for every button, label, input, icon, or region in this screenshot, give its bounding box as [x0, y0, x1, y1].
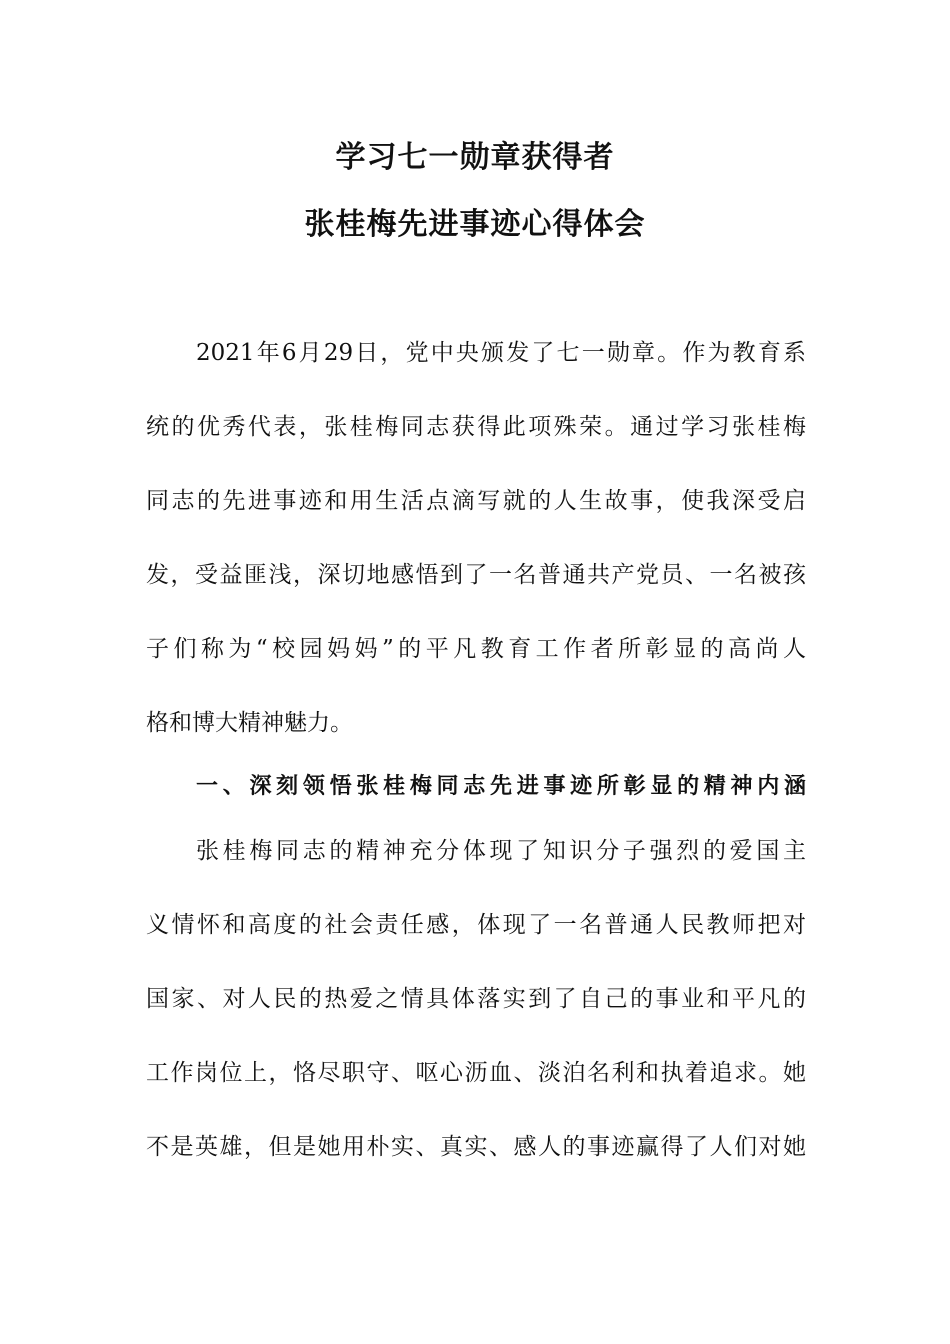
section-1-heading: 一、深刻领悟张桂梅同志先进事迹所彰显的精神内涵: [196, 774, 806, 799]
paragraph-2-line-4: 工作岗位上，恪尽职守、呕心沥血、淡泊名利和执着追求。她: [146, 1060, 806, 1086]
paragraph-2-line-2: 义情怀和高度的社会责任感，体现了一名普通人民教师把对: [146, 912, 806, 938]
document-title-line-2: 张桂梅先进事迹心得体会: [304, 207, 646, 242]
paragraph-1-line-5: 子们称为“校园妈妈”的平凡教育工作者所彰显的高尚人: [146, 636, 806, 662]
paragraph-2-line-3: 国家、对人民的热爱之情具体落实到了自己的事业和平凡的: [146, 986, 806, 1012]
paragraph-2-line-1: 张桂梅同志的精神充分体现了知识分子强烈的爱国主: [196, 838, 806, 864]
paragraph-1-line-6: 格和博大精神魅力。: [146, 710, 353, 736]
paragraph-1-line-2: 统的优秀代表，张桂梅同志获得此项殊荣。通过学习张桂梅: [146, 414, 806, 440]
paragraph-2-line-5: 不是英雄，但是她用朴实、真实、感人的事迹赢得了人们对她: [146, 1134, 806, 1160]
paragraph-1-line-4: 发，受益匪浅，深切地感悟到了一名普通共产党员、一名被孩: [146, 562, 806, 588]
paragraph-1-line-3: 同志的先进事迹和用生活点滴写就的人生故事，使我深受启: [146, 488, 806, 514]
paragraph-1-line-1: 2021年6月29日，党中央颁发了七一勋章。作为教育系: [196, 340, 806, 366]
document-title-line-1: 学习七一勋章获得者: [335, 140, 615, 175]
